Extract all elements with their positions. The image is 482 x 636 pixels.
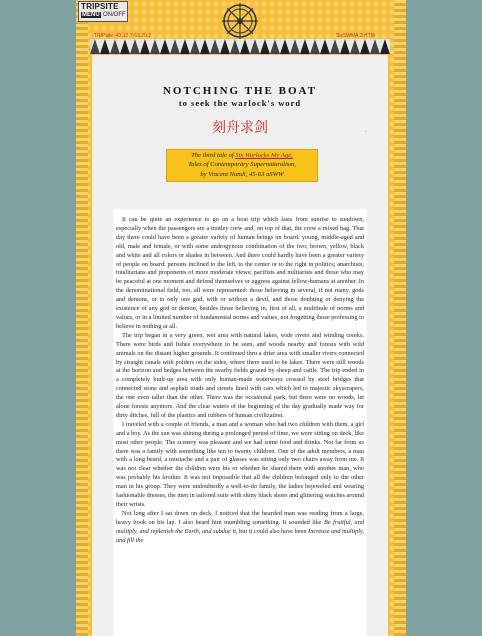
info-prefix: The third tale of	[191, 152, 234, 159]
ship-wheel-icon	[220, 1, 260, 41]
paragraph: I traveled with a couple of friends, a man and a woman who had two children with them, a girl and a boy. As the sun was shining during a prolonged period of time, we were sitting on deck, like most other people. The scenery was pleasant and we had some food and drinks. Not far from us there was a family with something like ten to twenty children. One of the adult members, a man with a long beard, a mustache and a pair of glasses was sitting only two chairs away from me. It was not clear whether the children were his or whether he shared them with another man, who was probably his brother. It was not impossible that all the children belonged only to the other man in his group. They were undoubtedly a well-to-do family, the ladies bejeweled and wearing fashionable dresses, the men in tailored suits with shiny black shoes and glittering watches around their wrists.	[116, 420, 364, 508]
menu-button[interactable]: MENU	[82, 12, 100, 18]
frame-edge-right	[394, 0, 406, 636]
story-text	[113, 209, 367, 636]
paragraph-text: Not long after I sat down on deck, I noticed that the bearded man was reading from a large, heavy book on his lap. I also heard him mumbling something. It sounded like	[116, 509, 364, 526]
menu-toggle[interactable]: ON/OFF	[103, 12, 126, 18]
info-line-2: Tales of Contemporary Supernaturalism,	[188, 161, 296, 169]
ref-left-link[interactable]: TRIPsite: 43.12.7-63.20.2	[94, 33, 151, 39]
info-line-3: by Vincent Nandi, 45-63 aSWW	[200, 170, 284, 178]
tripsite-menu-logo[interactable]	[78, 1, 128, 22]
quote-1: Be fruitful, and multiply, and replenish the Earth, and subdue it,	[116, 518, 364, 535]
tale-info-box	[166, 149, 318, 182]
quote-2: Increase and multiply, and fill the	[116, 527, 365, 544]
chinese-title: 刻舟求剑	[212, 120, 268, 136]
ref-right-link[interactable]: SixSWMA:3 HTM	[336, 33, 375, 39]
logo-title: TRIPSITE	[81, 2, 119, 11]
story-title: NOTCHING THE BOAT	[162, 85, 317, 97]
frame-edge-left	[76, 0, 88, 636]
paragraph	[113, 510, 367, 546]
stray-dot: .	[365, 128, 367, 134]
info-book-link[interactable]: Six Warlocks My Age,	[235, 152, 293, 159]
zigzag-divider	[90, 39, 390, 54]
paragraph-text: but it could also have been	[239, 527, 307, 535]
story-subtitle: to seek the warlock's word	[178, 98, 302, 108]
paragraph: The trip began in a very green, wet area with natural lakes, wide rivers and winding creeks. There were birds and fishes everywhere to be seen, and woods nearby and forests with wild animals on the distant higher grounds. It continued thru a drier area with smaller rivers connected by straight canals with polders on the sides, where there used to be lakes. There were still woods at the horizon and hedges between the nearby fields grazed by sheep and cattle. The trip ended in a completely built-up area with only human-made waterways crossed by steel bridges that connected stone and asphalt roads and streets lined with cars which led to majestic skyscrapers, the one even taller than the other. There was the occasional park, but there were no woods, let alone forests anymore. And the clear waters of the beginning of the day gradually made way for dirty ditches, full of the plastics and rubbers of human civilization.	[116, 331, 364, 419]
paragraph: It can be quite an experience to go on a boat trip which lasts from sunrise to sundown, especially when the passengers are a motley crew and, on top of that, the crew a mixed bag. That day there could have been a greater variety of human beings on board: young, middle-aged and old, male and female, or with some androgynous combination of the two; brown, yellow, black and white and all colors or shades in between. And there could hardly have been a greater variety of people on board: persons inclined to the left, to the center or to the right in politics; anarchists, totalitarians and proponents of more moderate views; pacifists and militarists and those who may be peaceful at one moment and defend themselves or aggress against fellow-humans at another. In the denominational field, too, all were represented: those believing in several, if not many, gods and demons, or in only one god, with or without a devil, and those doubting or denying the existence of any god or demon, besides those believing in, first of all, a multitude of norms and values, or in a limited number of fundamental norms and values, not forgetting those professing to believe in nothing at all.	[116, 216, 364, 330]
